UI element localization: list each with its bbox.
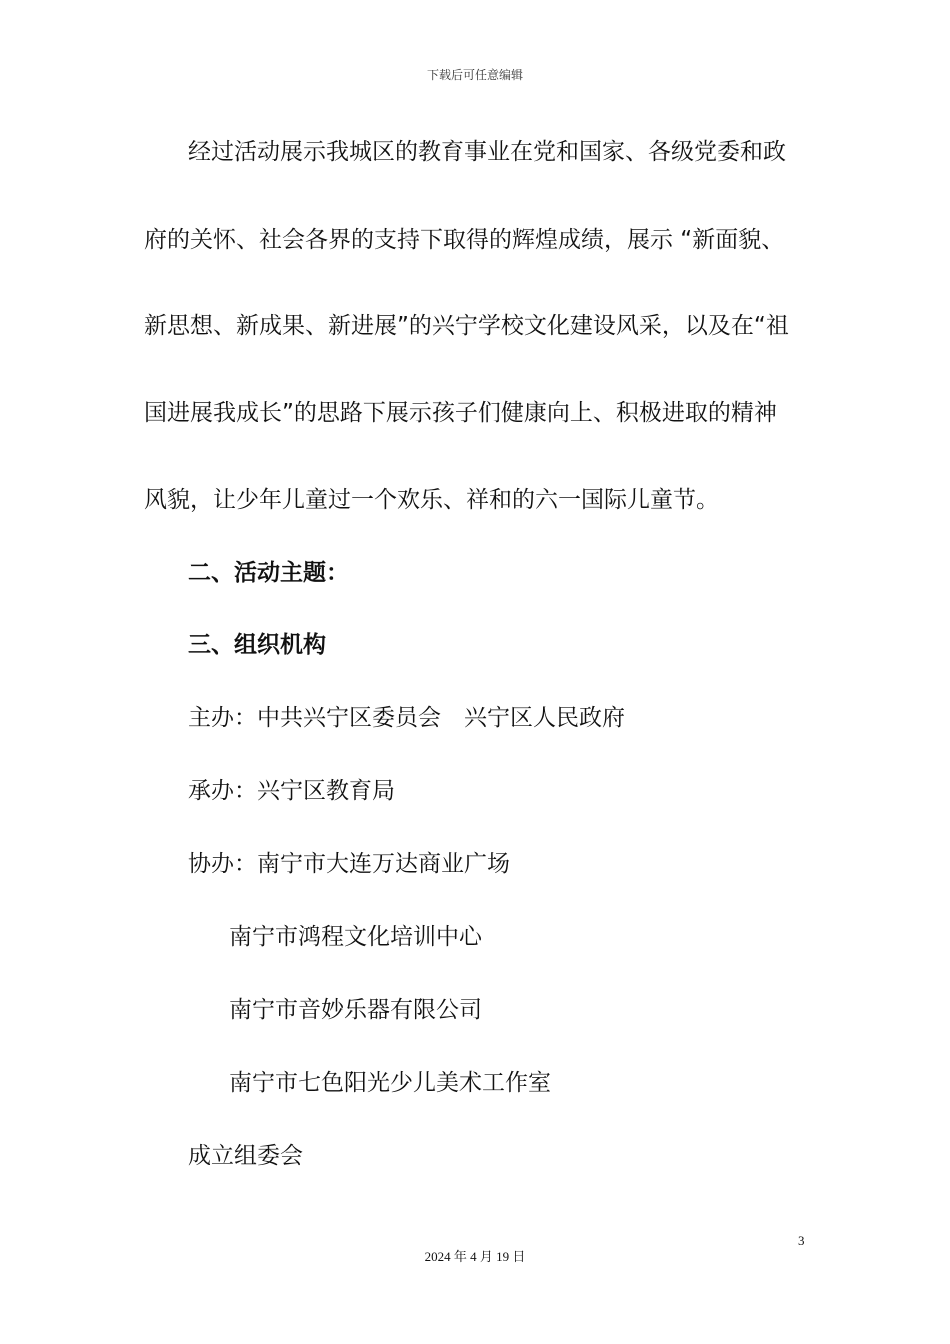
committee-line: 成立组委会 — [188, 1143, 303, 1169]
co-organizer-item: 南宁市七色阳光少儿美术工作室 — [229, 1070, 551, 1096]
co-organizer-item: 南宁市音妙乐器有限公司 — [229, 997, 482, 1023]
paragraph-line: 府的关怀、社会各界的支持下取得的辉煌成绩，展示 “新面貌、 — [144, 227, 785, 253]
section-heading-organization: 三、组织机构 — [188, 632, 326, 658]
paragraph-line: 新思想、新成果、新进展”的兴宁学校文化建设风采，以及在“祖 — [144, 313, 789, 339]
paragraph-line: 风貌，让少年儿童过一个欢乐、祥和的六一国际儿童节。 — [144, 487, 719, 513]
paragraph-line: 经过活动展示我城区的教育事业在党和国家、各级党委和政 — [188, 139, 786, 165]
section-heading-theme: 二、活动主题： — [188, 560, 349, 586]
page-header: 下载后可任意编辑 — [426, 68, 523, 82]
footer-date: 2024 年 4 月 19 日 — [424, 1249, 526, 1264]
co-organizer-item: 南宁市鸿程文化培训中心 — [229, 924, 482, 950]
co-organizer-line: 协办：南宁市大连万达商业广场 — [188, 851, 510, 877]
host-line: 主办：中共兴宁区委员会 兴宁区人民政府 — [188, 705, 625, 731]
paragraph-line: 国进展我成长”的思路下展示孩子们健康向上、积极进取的精神 — [144, 400, 777, 426]
undertaker-line: 承办：兴宁区教育局 — [188, 778, 395, 804]
page-number: 3 — [798, 1233, 805, 1248]
